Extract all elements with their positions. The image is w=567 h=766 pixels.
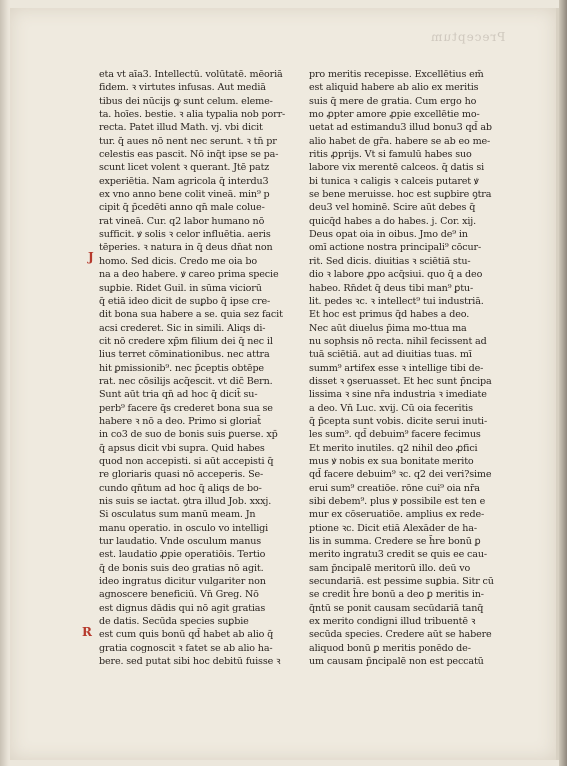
- right-column-line: lissima ꝛ sine nr̄a industria ꝛ imediate: [309, 389, 487, 401]
- right-column-line: q̄ p̄cepta sunt vobis. dicite serui inuti-: [309, 415, 488, 427]
- right-column-line: Nec aūt diuelus p̄ima mo-ttua ma: [309, 322, 467, 334]
- right-column-line: deu3 vel hominē. Scire aūt debes q̄: [309, 202, 476, 214]
- left-column-line: dit bona sua habere a se. quia sez facit: [99, 309, 283, 321]
- left-column-line: scunt licet volent ꝛ querant. Jtē patz: [99, 162, 270, 174]
- left-column-line: in co3 de suo de bonis suis ꝑuerse. xp̄: [99, 429, 278, 441]
- left-column-line: fidem. ꝛ virtutes infusas. Aut mediā: [99, 82, 266, 94]
- right-column-line: um causam p̄ncipalē non est peccatū: [309, 656, 484, 668]
- right-column-line: bi tunica ꝛ caligis ꝛ calceis putaret ꝟ: [309, 175, 479, 187]
- left-column-line: habere ꝛ nō a deo. Primo si gloriat̄: [99, 415, 261, 427]
- left-text-column: [99, 68, 299, 668]
- right-column-line: lis in summa. Credere se h̄re bonū ꝑ: [309, 536, 481, 548]
- left-column-line: cit nō credere xp̄m filium dei q̄ nec il: [99, 335, 273, 347]
- right-column-line: lit. pedes ꝛc. ꝛ intellect⁹ tui industriā.: [309, 295, 484, 307]
- right-column-line: sibi debem⁹. plus ꝟ possibile est ten e: [309, 496, 486, 507]
- right-column-line: ritis ꝓprijs. Vt si famulū habes suo: [309, 149, 472, 161]
- left-column-line: q̄ etiā ideo dicit de suꝑbo q̄ ipse cre-: [99, 295, 271, 307]
- right-column-line: mo ꝓpter amore ꝓpie excellētie mo-: [309, 109, 480, 121]
- scan-edge: [559, 0, 567, 766]
- right-column-line: dio ꝛ labore ꝓpo acq̄siui. quo q̄ a deo: [309, 269, 483, 281]
- right-column-line: uetat ad estimandu3 illud bonu3 qd̄ ab: [309, 122, 492, 134]
- right-column-line: quicq̄d habes a do habes. j. Cor. xij.: [309, 215, 477, 227]
- right-column-line: tuā sciētiā. aut ad diuitias tuas. mī: [309, 349, 472, 361]
- left-column-line: sufficit. ꝟ solis ꝛ celor influētia. aeris: [99, 229, 271, 241]
- left-column-line: recta. Patet illud Math. vj. vbi dicit: [99, 122, 263, 134]
- left-column-line: cipit q̄ p̄cedēti anno qn̄ male colue-: [99, 202, 265, 214]
- right-column-line: disset ꝛ ꝯseruasset. Et hec sunt p̄ncipa: [309, 375, 492, 387]
- right-column-line: Deus opat oia in oibus. Jmo de⁹ in: [309, 229, 468, 241]
- left-column-line: agnoscere beneficiū. Vn̄ Greg. Nō: [99, 589, 259, 601]
- right-column-line: summ⁹ artifex esse ꝛ intellige tibi de-: [309, 362, 484, 374]
- left-column-line: eta vt aīa3. Intellectū. volūtatē. mēoriā: [99, 69, 283, 80]
- right-column-line: Et merito inutiles. q2 nihil deo ꝓfici: [309, 442, 478, 454]
- right-text-column: [309, 68, 519, 668]
- initial-j: J: [88, 250, 94, 264]
- running-head: Preceptum: [430, 30, 506, 44]
- right-column-line: secūda species. Credere aūt se habere: [309, 629, 492, 641]
- left-column-line: q̄ apsus dicit vbi supra. Quid habes: [99, 442, 265, 454]
- left-column-line: celestis eas pascit. Nō inq̄t ipse se pa-: [99, 149, 279, 161]
- left-column-line: suꝑbie. Ridet Guil. in sūma viciorū: [99, 282, 262, 294]
- left-column-line: est dignus dādis qui nō agit gratias: [99, 602, 266, 614]
- right-column-line: est aliquid habere ab alio ex meritis: [309, 82, 479, 94]
- right-column-line: ptione ꝛc. Dicit etiā Alexāder de ha-: [309, 522, 477, 534]
- right-column-line: se credit h̄re bonū a deo ꝑ meritis in-: [309, 589, 484, 601]
- right-column-line: labore vix merentē calceos. q̄ datis si: [309, 162, 485, 174]
- right-column-line: ex merito condigni illud tribuentē ꝛ: [309, 616, 476, 628]
- left-column-line: Si osculatus sum manū meam. Jn: [99, 509, 256, 521]
- left-column-line: est cum quis bonū qd̄ habet ab alio q̄: [99, 629, 274, 641]
- left-column-line: experiētia. Nam agricola q̄ interdu3: [99, 175, 269, 187]
- right-column-line: rit. Sed dicis. diuitias ꝛ sciētiā stu-: [309, 255, 471, 267]
- left-column-line: acsi crederet. Sic in simili. Aliqs di-: [99, 322, 266, 334]
- right-column-line: se bene meruisse. hoc est suꝑbire ꝯtra: [309, 189, 492, 201]
- left-column-line: gratia cognoscit ꝛ fatet se ab alio ha-: [99, 642, 273, 654]
- left-column-line: re gloriaris quasi nō acceperis. Se-: [99, 469, 264, 481]
- right-column-line: a deo. Vn̄ Luc. xvij. Cū oia feceritis: [309, 402, 473, 414]
- left-column-line: na a deo habere. ꝟ careo prima specie: [99, 269, 279, 281]
- right-column-line: sam p̄ncipalē meritorū illo. deū vo: [309, 562, 471, 574]
- right-column-line: les sum⁹. qd̄ debuim⁹ facere fecimus: [309, 429, 481, 441]
- right-column-line: pro meritis recepisse. Excellētius em̄: [309, 69, 484, 80]
- left-column-line: rat. nec cōsilijs acq̄escit. vt dic̄ Bern.: [99, 375, 273, 387]
- right-column-line: aliquod bonū ꝑ meritis ponēdo de-: [309, 642, 471, 654]
- left-column-line: lius terret cōminationibus. nec attra: [99, 349, 270, 361]
- right-column-line: qd̄ facere debuim⁹ ꝛc. q2 dei veri?sime: [309, 469, 492, 481]
- left-column-line: tur. q̄ aues nō nent nec serunt. ꝛ tn̄ pr: [99, 135, 277, 147]
- left-column-line: de datis. Secūda species suꝑbie: [99, 616, 249, 628]
- right-column-line: q̄ntū se ponit causam secūdariā tanq̄: [309, 602, 484, 614]
- left-column-line: quod non accepisti. si aūt accepisti q̄: [99, 455, 274, 467]
- left-column-line: tibus dei nūcijs ꝙ sunt celum. eleme-: [99, 95, 273, 107]
- left-column-line: cundo qn̄tum ad hoc q̄ aliqs de bo-: [99, 482, 262, 494]
- left-column-line: rat vineā. Cur. q2 labor humano nō: [99, 215, 265, 227]
- right-column-line: alio habet de gr̄a. habere se ab eo me-: [309, 135, 491, 147]
- left-column-line: manu operatio. in osculo vo intelligi: [99, 522, 269, 534]
- left-column-line: hit ꝑmissionib⁹. nec p̄ceptis obtēpe: [99, 362, 264, 374]
- left-column-line: homo. Sed dicis. Credo me oia bo: [99, 255, 257, 267]
- right-column-line: mur ex cōseruatiōe. amplius ex rede-: [309, 509, 485, 521]
- left-column-line: perb⁹ facere q̄s crederet bona sua se: [99, 402, 273, 414]
- left-column-line: bere. sed putat sibi hoc debitū fuisse ꝛ: [99, 656, 281, 668]
- right-column-line: omī actione nostra principali⁹ cōcur-: [309, 242, 482, 254]
- left-column-line: q̄ de bonis suis deo gratias nō agit.: [99, 562, 264, 574]
- right-column-line: mus ꝟ nobis ex sua bonitate merito: [309, 455, 474, 467]
- right-column-line: suis q̄ mere de gratia. Cum ergo ho: [309, 95, 477, 107]
- right-column-line: nu sophsis nō recta. nihil fecissent ad: [309, 335, 487, 347]
- left-column-line: Sunt aūt tria qn̄ ad hoc q̄ dicit̄ su-: [99, 389, 258, 401]
- right-column-line: secundariā. est pessime suꝑbia. Sitr cū: [309, 576, 494, 588]
- right-column-line: merito ingratu3 credit se quis ee cau-: [309, 549, 487, 561]
- left-column-line: tēperies. ꝛ natura in q̄ deus dn̄at non: [99, 242, 273, 254]
- left-column-line: nis suis se iactat. ꝯtra illud Job. xxxj.: [99, 496, 272, 507]
- right-column-line: habeo. Rn̄det q̄ deus tibi man⁹ ꝑtu-: [309, 282, 474, 294]
- left-column-line: ideo ingratus dicitur vulgariter non: [99, 576, 266, 588]
- right-column-line: Et hoc est primus q̄d habes a deo.: [309, 309, 470, 321]
- left-column-line: est. laudatio ꝓpie operatiōis. Tertio: [99, 549, 266, 561]
- left-column-line: tur laudatio. Vnde osculum manus: [99, 536, 262, 548]
- initial-r: R: [82, 625, 92, 639]
- left-column-line: ta. hoīes. bestie. ꝛ alia typalia nob porr-: [99, 109, 286, 121]
- left-column-line: ex vno anno bene colit vineā. min⁹ p: [99, 189, 270, 201]
- right-column-line: erui sum⁹ creatiōe. rōne cui⁹ oia nr̄a: [309, 482, 480, 494]
